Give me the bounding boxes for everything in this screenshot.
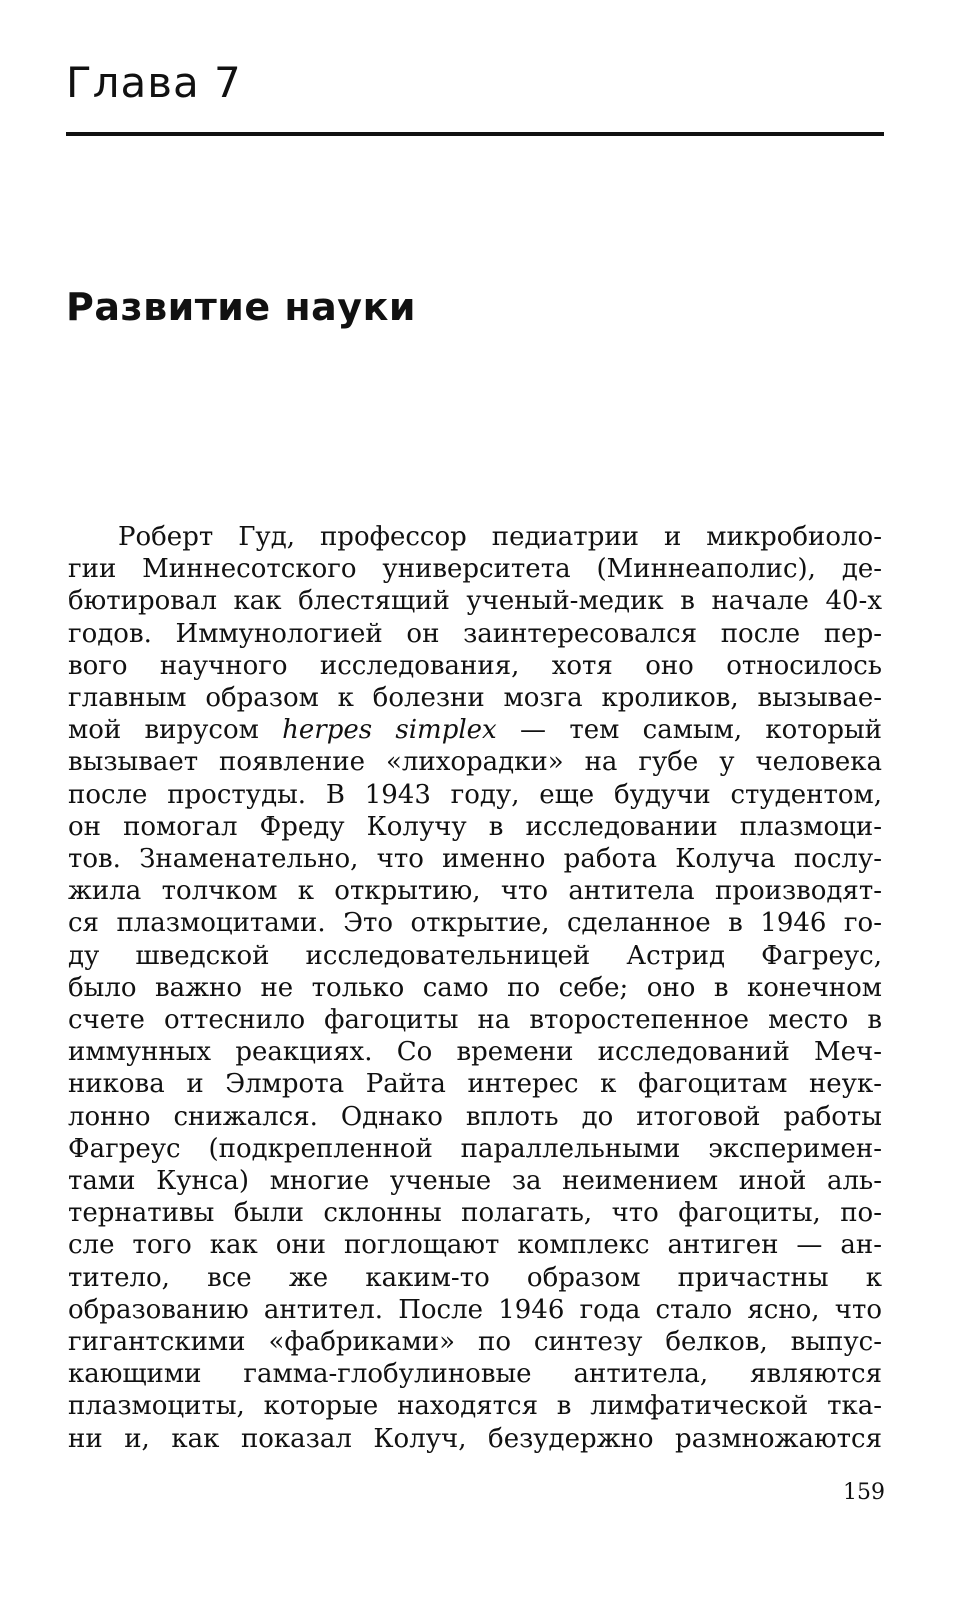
chapter-title: Развитие науки xyxy=(66,285,416,329)
text-line: годов. Иммунологией он заинтересовался после пер- xyxy=(68,618,882,649)
text-line: лонно снижался. Однако вплоть до итоговой работы xyxy=(68,1101,882,1132)
text-line: тами Кунса) многие ученые за неимением иной аль- xyxy=(68,1166,882,1197)
text-line: титело, все же каким-то образом причастны к xyxy=(68,1262,882,1293)
text-line: Роберт Гуд, профессор педиатрии и микробиоло- xyxy=(118,522,882,552)
text-line xyxy=(68,714,882,746)
chapter-divider xyxy=(66,132,884,136)
text-line: ни и, как показал Колуч, безудержно размножаются xyxy=(68,1423,882,1454)
text-line: гигантскими «фабриками» по синтезу белков, выпус- xyxy=(68,1327,882,1358)
text-line: никова и Элмрота Райта интерес к фагоцитам неук- xyxy=(68,1069,882,1100)
text-segment: мой вирусом xyxy=(68,715,259,746)
body-paragraph xyxy=(68,521,882,1455)
text-line: ду шведской исследовательницей Астрид Фагреус, xyxy=(68,940,882,971)
text-line: жила толчком к открытию, что антитела производят- xyxy=(68,876,882,907)
page-number: 159 xyxy=(843,1480,885,1505)
text-line: тернативы были склонны полагать, что фагоциты, по- xyxy=(68,1198,882,1229)
text-line: главным образом к болезни мозга кроликов, вызывае- xyxy=(68,683,882,714)
text-line: он помогал Фреду Колучу в исследовании плазмоци- xyxy=(68,811,882,842)
chapter-label: Глава 7 xyxy=(66,58,242,107)
text-line: после простуды. В 1943 году, еще будучи студентом, xyxy=(68,779,882,810)
italic-term: herpes simplex xyxy=(282,715,497,746)
text-line: Фагреус (подкрепленной параллельными эксперимен- xyxy=(68,1133,882,1164)
text-line: ся плазмоцитами. Это открытие, сделанное в 1946 го- xyxy=(68,908,882,939)
text-segment: — тем самым, который xyxy=(520,715,883,746)
text-line: образованию антител. После 1946 года стало ясно, что xyxy=(68,1294,882,1325)
text-line: вого научного исследования, хотя оно относилось xyxy=(68,650,882,681)
text-line: иммунных реакциях. Со времени исследований Меч- xyxy=(68,1037,882,1068)
text-line: вызывает появление «лихорадки» на губе у человека xyxy=(68,747,882,778)
text-line: тов. Знаменательно, что именно работа Колуча послу- xyxy=(68,844,882,875)
text-line: счете оттеснило фагоциты на второстепенное место в xyxy=(68,1005,882,1036)
text-line: сле того как они поглощают комплекс антиген — ан- xyxy=(68,1230,882,1261)
text-line: бютировал как блестящий ученый-медик в начале 40-х xyxy=(68,586,882,617)
text-line: гии Миннесотского университета (Миннеаполис), де- xyxy=(68,554,882,585)
text-line: плазмоциты, которые находятся в лимфатической тка- xyxy=(68,1391,882,1422)
text-line: кающими гамма-глобулиновые антитела, являются xyxy=(68,1359,882,1390)
text-line: было важно не только само по себе; оно в конечном xyxy=(68,972,882,1003)
